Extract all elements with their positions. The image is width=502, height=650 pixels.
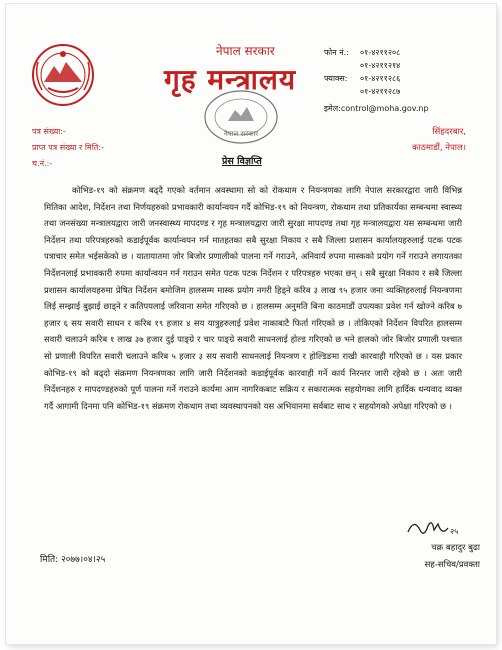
letter-reference — [32, 124, 104, 172]
ministry-title: गृह मन्त्रालय — [164, 63, 297, 96]
contact-row: ०१-४२११२१४ — [360, 61, 401, 70]
signatory — [362, 540, 480, 574]
press-release-body — [44, 182, 462, 414]
release-date: मिति: २०७७।०४।२५ — [40, 555, 106, 565]
email-address: इमेल:control@moha.gov.np — [324, 104, 429, 113]
press-release-title: प्रेस विज्ञप्ति — [222, 156, 262, 167]
office-location — [404, 124, 466, 156]
location-line-1: सिंहदरबार, — [432, 127, 466, 137]
ministry-stamp — [202, 88, 280, 146]
contact-row: फ्याक्स: ०१-४२११२८६ — [324, 74, 401, 83]
svg-text:२५: २५ — [450, 527, 459, 536]
document-page — [6, 4, 496, 644]
svg-text:नेपाल सरकार: नेपाल सरकार — [223, 130, 259, 138]
body-paragraph: कोभिड-१९ को संक्रमण बढ्दै गएको वर्तमान अवस्थामा सो को रोकथाम र नियन्त्रणका लागि नेपाल सरकारद्वारा जारी विभिन्न मितिका आदेश, निर्देशन तथा निर्णयहरुको प्रभावकारी कार्यान्वयन गर्दै कोभिड-१९ को नियन्त्रण, रोकथाम तथा प्रतिकार्यका सम्बन्धमा स्वास्थ्य तथा जनसंख्या मन्त्रालयद्वारा जारी जनस्वास्थ्य मापदण्ड र गृह मन्त्रालयद्वारा जारी सुरक्षा मापदण्ड तथा गृह मन्त्रालयद्वारा यस सम्बन्धमा जारी निर्देशन तथा परिपत्रहरुको कडाईपूर्वक कार्यान्वयन गर्न मातहतका सबै सुरक्षा निकाय र सबै जिल्ला प्रशासन कार्यालयहरुलाई पटक पटक पत्राचार समेत भईसकेको छ । यातायातमा जोर बिजोर प्रणालीको पालना गर्ने गराउने, अनिवार्य रुपमा मास्कको प्रयोग गर्ने गराउने लगायतका निर्देशनलाई प्रभावकारी रुपमा कार्यान्वयन गर्न गराउन समेत पटक पटक निर्देशन र परिपत्रहरु भएका छन् । सबै सुरक्षा निकाय र सबै जिल्ला प्रशासन कार्यालयहरुमा प्रेषित निर्देशन बमोजिम हालसम्म मास्क प्रयोग नगरी हिड्ने करिब ३ लाख ९५ हजार जना व्यक्तिहरुलाई नियन्त्रणमा लिई सम्झाई बुझाई छाड्ने र कतिपयलाई जरिवाना समेत गरिएको छ । हालसम्म अनुमति बिना काठमाडौं उपत्यका प्रवेश गर्न खोज्ने करिब ७ हजार ६ सय सवारी साधन र करिब १९ हजार ४ सय यात्रुहरुलाई प्रवेश नाकाबाटै फिर्ता गरिएको छ । तोकिएको निर्देशन विपरित हालसम्म सवारी चलाउने करिब १ लाख ३७ हजार दुई पाङ्ग्रे र चार पाङ्ग्रे सवारी साधनलाई होल्ड गरिएको छ भने हालको जोर बिजोर प्रणाली पश्चात सो प्रणाली विपरित सवारी चलाउने करिब ५ हजार ३ सय सवारी साधनलाई नियन्त्रण र होल्डिङमा राखी कारवाही गरिएको छ । यस प्रकार कोभिड-१९ को बढ्दो संक्रमण नियन्त्रणका लागि जारी निर्देशनको कडाईपूर्वक कारवाही गर्ने कार्य निरन्तर जारी रहेको छ । अतः जारी निर्देशनहरु र मापदण्डहरुको पूर्ण पालना गर्ने गराउने कार्यमा आम नागरिकबाट सक्रिय र सकारात्मक सहयोगका लागि हार्दिक धन्यवाद व्यक्त गर्दै आगामी दिनमा पनि कोभिड-१९ संक्रमण रोकथाम तथा व्यवस्थापनको यस अभियानमा सर्वबाट साथ र सहयोगको अपेक्षा गरिएको छ । — [44, 185, 462, 411]
dispatch-number-label: च.नं.:- — [32, 159, 53, 168]
contact-row: ०१-४२११२८७ — [360, 87, 401, 96]
location-line-2: काठमाडौं, नेपाल। — [412, 143, 466, 153]
letter-number-label: पत्र संख्या:- — [32, 127, 66, 136]
contact-row: फोन नं.: ०१-४२११२०८ — [324, 48, 401, 57]
nepal-emblem-icon — [30, 42, 96, 108]
government-name: नेपाल सरकार — [216, 44, 275, 58]
contact-info — [324, 46, 480, 115]
received-letter-label: प्राप्त पत्र संख्या र मिति:- — [32, 143, 104, 152]
handwritten-signature — [404, 516, 474, 540]
signatory-title: सह-सचिव/प्रवक्ता — [424, 560, 480, 570]
signatory-name: चक्र बहादुर बुढा — [431, 543, 480, 553]
